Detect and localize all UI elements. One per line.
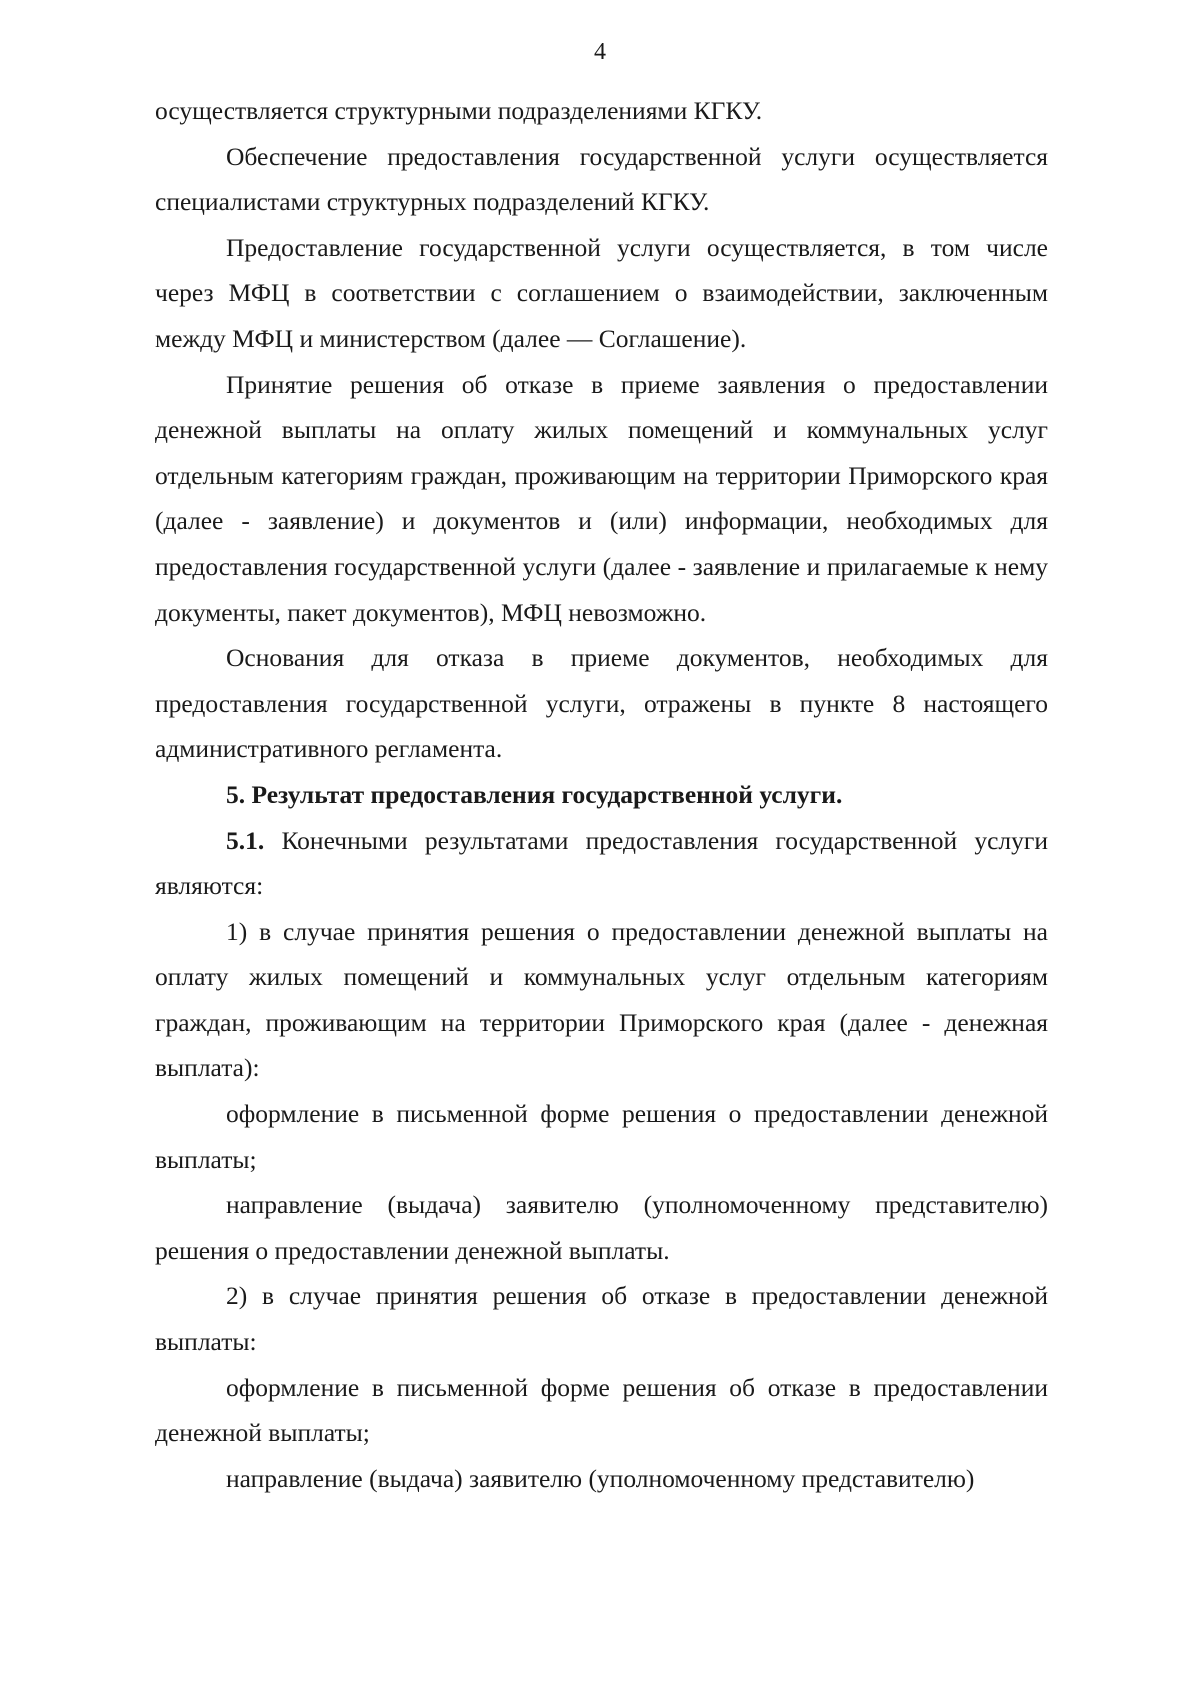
paragraph: Обеспечение предоставления государственной услуги осуществляется специалистами структурных подразделений КГКУ. — [155, 141, 1048, 217]
paragraph: направление (выдача) заявителю (уполномоченному представителю) — [226, 1463, 975, 1493]
paragraph: Предоставление государственной услуги осуществляется, в том числе через МФЦ в соответствии с соглашением о взаимодействии, заключенным между МФЦ и министерством (далее — Соглашение). — [155, 232, 1048, 353]
paragraph: осуществляется структурными подразделениями КГКУ. — [155, 96, 763, 125]
clause-text: Конечными результатами предоставления государственной услуги являются: — [155, 825, 1048, 901]
paragraph: Принятие решения об отказе в приеме заявления о предоставлении денежной выплаты на оплату жилых помещений и коммунальных услуг отдельным категориям граждан, проживающим на территории Приморского края (далее - заявление) и документов и (или) информации, необходимых для предоставления государственной услуги (далее - заявление и прилагаемые к нему документы, пакет документов), МФЦ невозможно. — [155, 369, 1048, 627]
paragraph: направление (выдача) заявителю (уполномоченному представителю) решения о предоставлении денежной выплаты. — [155, 1190, 1048, 1265]
paragraph: 2) в случае принятия решения об отказе в предоставлении денежной выплаты: — [155, 1281, 1048, 1357]
section-heading: 5. Результат предоставления государственной услуги. — [226, 779, 843, 809]
paragraph: оформление в письменной форме решения об отказе в предоставлении денежной выплаты; — [155, 1372, 1048, 1448]
paragraph — [155, 818, 1048, 909]
page-number: 4 — [594, 39, 606, 65]
paragraph: 1) в случае принятия решения о предоставлении денежной выплаты на оплату жилых помещений и коммунальных услуг отдельным категориям граждан, проживающим на территории Приморского края (далее - денежная выплата): — [155, 916, 1048, 1083]
paragraph: оформление в письменной форме решения о предоставлении денежной выплаты; — [155, 1099, 1048, 1174]
document-body — [155, 88, 1048, 1501]
clause-number: 5.1. — [226, 825, 265, 855]
paragraph: Основания для отказа в приеме документов, необходимых для предоставления государственной услуги, отражены в пункте 8 настоящего административного регламента. — [155, 643, 1048, 764]
